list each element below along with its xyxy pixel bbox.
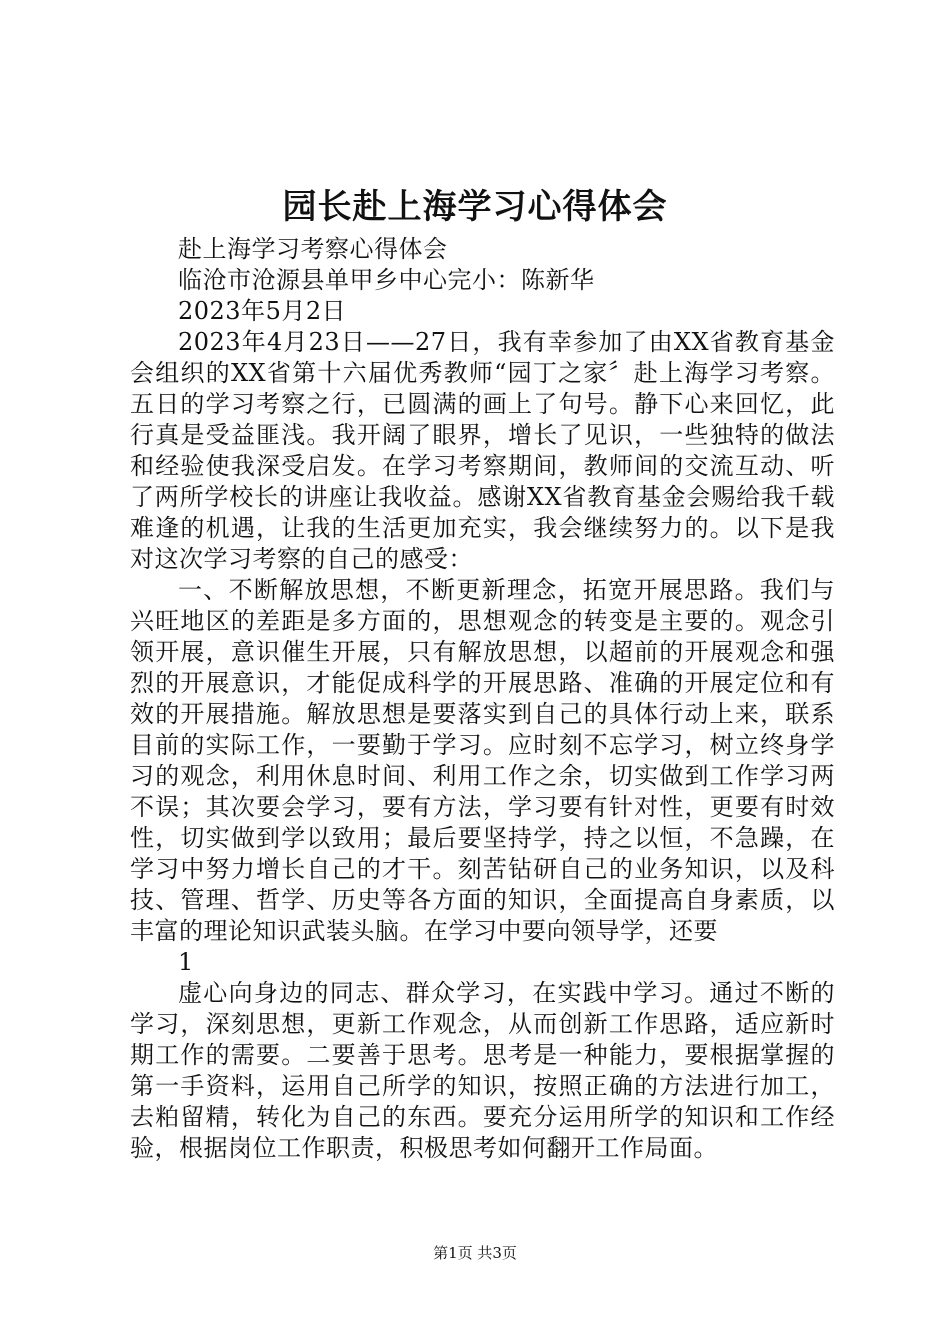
document-body: [130, 234, 835, 1164]
author-line: 临沧市沧源县单甲乡中心完小：陈新华: [178, 266, 595, 294]
paragraph-intro: 2023年4月23日——27日，我有幸参加了由XX省教育基金会组织的XX省第十六届优秀教师“园丁之家〞赴上海学习考察。五日的学习考察之行，已圆满的画上了句号。静下心来回忆，此行真是受益匪浅。我开阔了眼界，增长了见识，一些独特的做法和经验使我深受启发。在学习考察期间，教师间的交流互动、听了两所学校长的讲座让我收益。感谢XX省教育基金会赐给我千载难逢的机遇，让我的生活更加充实，我会继续努力的。以下是我对这次学习考察的自己的感受：: [130, 328, 835, 573]
page-footer: 第1页 共3页: [433, 1244, 517, 1262]
paragraph-section-one: 一、不断解放思想，不断更新理念，拓宽开展思路。我们与兴旺地区的差距是多方面的，思想观念的转变是主要的。观念引领开展，意识催生开展，只有解放思想，以超前的开展观念和强烈的开展意识，才能促成科学的开展思路、准确的开展定位和有效的开展措施。解放思想是要落实到自己的具体行动上来，联系目前的实际工作，一要勤于学习。应时刻不忘学习，树立终身学习的观念，利用休息时间、利用工作之余，切实做到工作学习两不误；其次要会学习，要有方法，学习要有针对性，更要有时效性，切实做到学以致用；最后要坚持学，持之以恒，不急躁，在学习中努力增长自己的才干。刻苦钻研自己的业务知识，以及科技、管理、哲学、历史等各方面的知识，全面提高自身素质，以丰富的理论知识武装头脑。在学习中要向领导学，还要: [130, 576, 835, 945]
paragraph-continuation: 虚心向身边的同志、群众学习，在实践中学习。通过不断的学习，深刻思想，更新工作观念，从而创新工作思路，适应新时期工作的需要。二要善于思考。思考是一种能力，要根据掌握的第一手资料，运用自己所学的知识，按照正确的方法进行加工，去粕留精，转化为自己的东西。要充分运用所学的知识和工作经验，根据岗位工作职责，积极思考如何翻开工作局面。: [130, 979, 835, 1162]
document-title: 园长赴上海学习心得体会: [282, 187, 668, 227]
document-subtitle: 赴上海学习考察心得体会: [178, 235, 448, 263]
inline-page-number: 1: [178, 948, 194, 976]
document-date: 2023年5月2日: [178, 297, 347, 325]
